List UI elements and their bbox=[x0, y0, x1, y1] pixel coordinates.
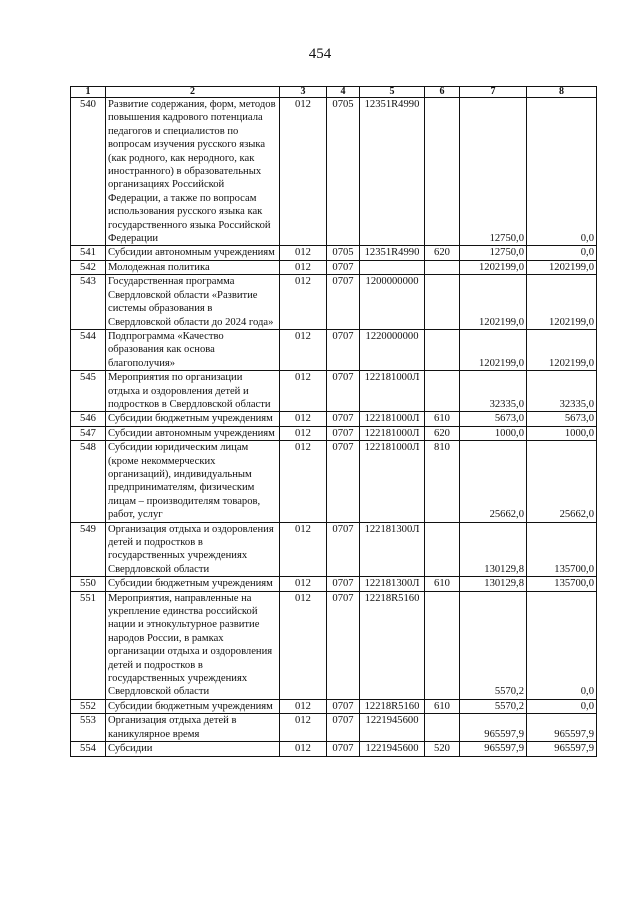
row-number: 540 bbox=[71, 98, 106, 246]
column-header: 2 bbox=[106, 87, 280, 98]
table-row bbox=[71, 577, 597, 591]
ministry-code: 012 bbox=[280, 260, 327, 274]
row-number: 554 bbox=[71, 742, 106, 756]
expense-type-code: 620 bbox=[425, 426, 460, 440]
section-code: 0707 bbox=[327, 260, 360, 274]
section-code: 0707 bbox=[327, 699, 360, 713]
target-article-code: 12218R5160 bbox=[360, 699, 425, 713]
target-article-code: 122181000Л bbox=[360, 441, 425, 522]
row-number: 542 bbox=[71, 260, 106, 274]
row-name: Субсидии автономным учреждениям bbox=[106, 246, 280, 260]
expense-type-code: 620 bbox=[425, 246, 460, 260]
expense-type-code bbox=[425, 714, 460, 742]
ministry-code: 012 bbox=[280, 714, 327, 742]
expense-type-code: 810 bbox=[425, 441, 460, 522]
table-row bbox=[71, 260, 597, 274]
row-name: Субсидии bbox=[106, 742, 280, 756]
expense-type-code bbox=[425, 260, 460, 274]
amount-col-8: 1000,0 bbox=[527, 426, 597, 440]
expense-type-code bbox=[425, 522, 460, 577]
expense-type-code: 610 bbox=[425, 577, 460, 591]
amount-col-8: 0,0 bbox=[527, 246, 597, 260]
amount-col-8: 25662,0 bbox=[527, 441, 597, 522]
ministry-code: 012 bbox=[280, 412, 327, 426]
column-header: 5 bbox=[360, 87, 425, 98]
expense-type-code bbox=[425, 329, 460, 370]
row-number: 546 bbox=[71, 412, 106, 426]
column-header: 4 bbox=[327, 87, 360, 98]
amount-col-7: 1202199,0 bbox=[460, 329, 527, 370]
column-header: 6 bbox=[425, 87, 460, 98]
row-name: Субсидии юридическим лицам (кроме некоммерческих организаций), индивидуальным предпринимателям, физическим лицам – производителям товаров, работ, услуг bbox=[106, 441, 280, 522]
column-header: 3 bbox=[280, 87, 327, 98]
row-number: 547 bbox=[71, 426, 106, 440]
table-row bbox=[71, 742, 597, 756]
expense-type-code: 610 bbox=[425, 412, 460, 426]
section-code: 0707 bbox=[327, 742, 360, 756]
amount-col-7: 5673,0 bbox=[460, 412, 527, 426]
row-number: 541 bbox=[71, 246, 106, 260]
table-row bbox=[71, 329, 597, 370]
amount-col-8: 0,0 bbox=[527, 699, 597, 713]
section-code: 0707 bbox=[327, 329, 360, 370]
table-row bbox=[71, 699, 597, 713]
row-name: Субсидии бюджетным учреждениям bbox=[106, 577, 280, 591]
expense-type-code bbox=[425, 275, 460, 330]
table-row bbox=[71, 412, 597, 426]
target-article-code: 12218R5160 bbox=[360, 591, 425, 699]
row-name: Организация отдыха и оздоровления детей и подростков в государственных учреждениях Свердловской области bbox=[106, 522, 280, 577]
row-number: 552 bbox=[71, 699, 106, 713]
table-row bbox=[71, 522, 597, 577]
section-code: 0707 bbox=[327, 426, 360, 440]
table-row bbox=[71, 441, 597, 522]
amount-col-8: 1202199,0 bbox=[527, 329, 597, 370]
row-number: 550 bbox=[71, 577, 106, 591]
amount-col-7: 965597,9 bbox=[460, 714, 527, 742]
amount-col-7: 25662,0 bbox=[460, 441, 527, 522]
row-name: Развитие содержания, форм, методов повышения кадрового потенциала педагогов и специалистов по вопросам изучения русского языка (как родного, как неродного, как иностранного) в образовательных организациях Российской Федерации, а также по вопросам использования русского языка как государственного языка Российской Федерации bbox=[106, 98, 280, 246]
target-article-code: 122181300Л bbox=[360, 522, 425, 577]
column-header: 7 bbox=[460, 87, 527, 98]
target-article-code: 1220000000 bbox=[360, 329, 425, 370]
amount-col-7: 5570,2 bbox=[460, 699, 527, 713]
ministry-code: 012 bbox=[280, 522, 327, 577]
section-code: 0707 bbox=[327, 577, 360, 591]
row-number: 543 bbox=[71, 275, 106, 330]
amount-col-7: 1000,0 bbox=[460, 426, 527, 440]
target-article-code: 122181300Л bbox=[360, 577, 425, 591]
table-row bbox=[71, 371, 597, 412]
row-number: 553 bbox=[71, 714, 106, 742]
section-code: 0707 bbox=[327, 591, 360, 699]
expense-type-code bbox=[425, 371, 460, 412]
column-header: 1 bbox=[71, 87, 106, 98]
budget-table bbox=[70, 86, 597, 757]
ministry-code: 012 bbox=[280, 329, 327, 370]
target-article-code: 1200000000 bbox=[360, 275, 425, 330]
amount-col-8: 32335,0 bbox=[527, 371, 597, 412]
amount-col-7: 12750,0 bbox=[460, 98, 527, 246]
table-row bbox=[71, 426, 597, 440]
row-number: 549 bbox=[71, 522, 106, 577]
row-name: Субсидии бюджетным учреждениям bbox=[106, 412, 280, 426]
expense-type-code: 520 bbox=[425, 742, 460, 756]
row-number: 545 bbox=[71, 371, 106, 412]
amount-col-8: 0,0 bbox=[527, 98, 597, 246]
row-number: 551 bbox=[71, 591, 106, 699]
row-name: Организация отдыха детей в каникулярное время bbox=[106, 714, 280, 742]
expense-type-code bbox=[425, 591, 460, 699]
row-name: Молодежная политика bbox=[106, 260, 280, 274]
expense-type-code: 610 bbox=[425, 699, 460, 713]
amount-col-7: 130129,8 bbox=[460, 522, 527, 577]
ministry-code: 012 bbox=[280, 426, 327, 440]
amount-col-8: 1202199,0 bbox=[527, 275, 597, 330]
target-article-code bbox=[360, 260, 425, 274]
amount-col-8: 0,0 bbox=[527, 591, 597, 699]
target-article-code: 12351R4990 bbox=[360, 246, 425, 260]
amount-col-8: 965597,9 bbox=[527, 742, 597, 756]
amount-col-8: 1202199,0 bbox=[527, 260, 597, 274]
amount-col-8: 135700,0 bbox=[527, 522, 597, 577]
amount-col-7: 1202199,0 bbox=[460, 275, 527, 330]
amount-col-7: 5570,2 bbox=[460, 591, 527, 699]
table-row bbox=[71, 591, 597, 699]
amount-col-7: 965597,9 bbox=[460, 742, 527, 756]
section-code: 0705 bbox=[327, 98, 360, 246]
target-article-code: 1221945600 bbox=[360, 714, 425, 742]
ministry-code: 012 bbox=[280, 742, 327, 756]
amount-col-8: 135700,0 bbox=[527, 577, 597, 591]
row-number: 544 bbox=[71, 329, 106, 370]
table-row bbox=[71, 246, 597, 260]
section-code: 0707 bbox=[327, 714, 360, 742]
section-code: 0707 bbox=[327, 441, 360, 522]
ministry-code: 012 bbox=[280, 577, 327, 591]
target-article-code: 1221945600 bbox=[360, 742, 425, 756]
ministry-code: 012 bbox=[280, 275, 327, 330]
row-name: Субсидии автономным учреждениям bbox=[106, 426, 280, 440]
section-code: 0705 bbox=[327, 246, 360, 260]
page-number: 454 bbox=[308, 46, 332, 62]
row-name: Мероприятия, направленные на укрепление единства российской нации и этнокультурное развитие народов России, в рамках организации отдыха и оздоровления детей и подростков в государственных учреждениях Свердловской области bbox=[106, 591, 280, 699]
row-name: Субсидии бюджетным учреждениям bbox=[106, 699, 280, 713]
ministry-code: 012 bbox=[280, 98, 327, 246]
row-name: Государственная программа Свердловской области «Развитие системы образования в Свердловской области до 2024 года» bbox=[106, 275, 280, 330]
section-code: 0707 bbox=[327, 275, 360, 330]
target-article-code: 122181000Л bbox=[360, 412, 425, 426]
amount-col-7: 32335,0 bbox=[460, 371, 527, 412]
section-code: 0707 bbox=[327, 522, 360, 577]
target-article-code: 122181000Л bbox=[360, 426, 425, 440]
ministry-code: 012 bbox=[280, 371, 327, 412]
ministry-code: 012 bbox=[280, 441, 327, 522]
section-code: 0707 bbox=[327, 371, 360, 412]
amount-col-8: 965597,9 bbox=[527, 714, 597, 742]
expense-type-code bbox=[425, 98, 460, 246]
table-row bbox=[71, 275, 597, 330]
amount-col-7: 12750,0 bbox=[460, 246, 527, 260]
ministry-code: 012 bbox=[280, 699, 327, 713]
target-article-code: 122181000Л bbox=[360, 371, 425, 412]
column-header: 8 bbox=[527, 87, 597, 98]
row-name: Подпрограмма «Качество образования как основа благополучия» bbox=[106, 329, 280, 370]
header-row bbox=[71, 87, 597, 98]
row-name: Мероприятия по организации отдыха и оздоровления детей и подростков в Свердловской области bbox=[106, 371, 280, 412]
target-article-code: 12351R4990 bbox=[360, 98, 425, 246]
table-row bbox=[71, 98, 597, 246]
amount-col-8: 5673,0 bbox=[527, 412, 597, 426]
section-code: 0707 bbox=[327, 412, 360, 426]
ministry-code: 012 bbox=[280, 246, 327, 260]
amount-col-7: 1202199,0 bbox=[460, 260, 527, 274]
table-row bbox=[71, 714, 597, 742]
ministry-code: 012 bbox=[280, 591, 327, 699]
amount-col-7: 130129,8 bbox=[460, 577, 527, 591]
row-number: 548 bbox=[71, 441, 106, 522]
